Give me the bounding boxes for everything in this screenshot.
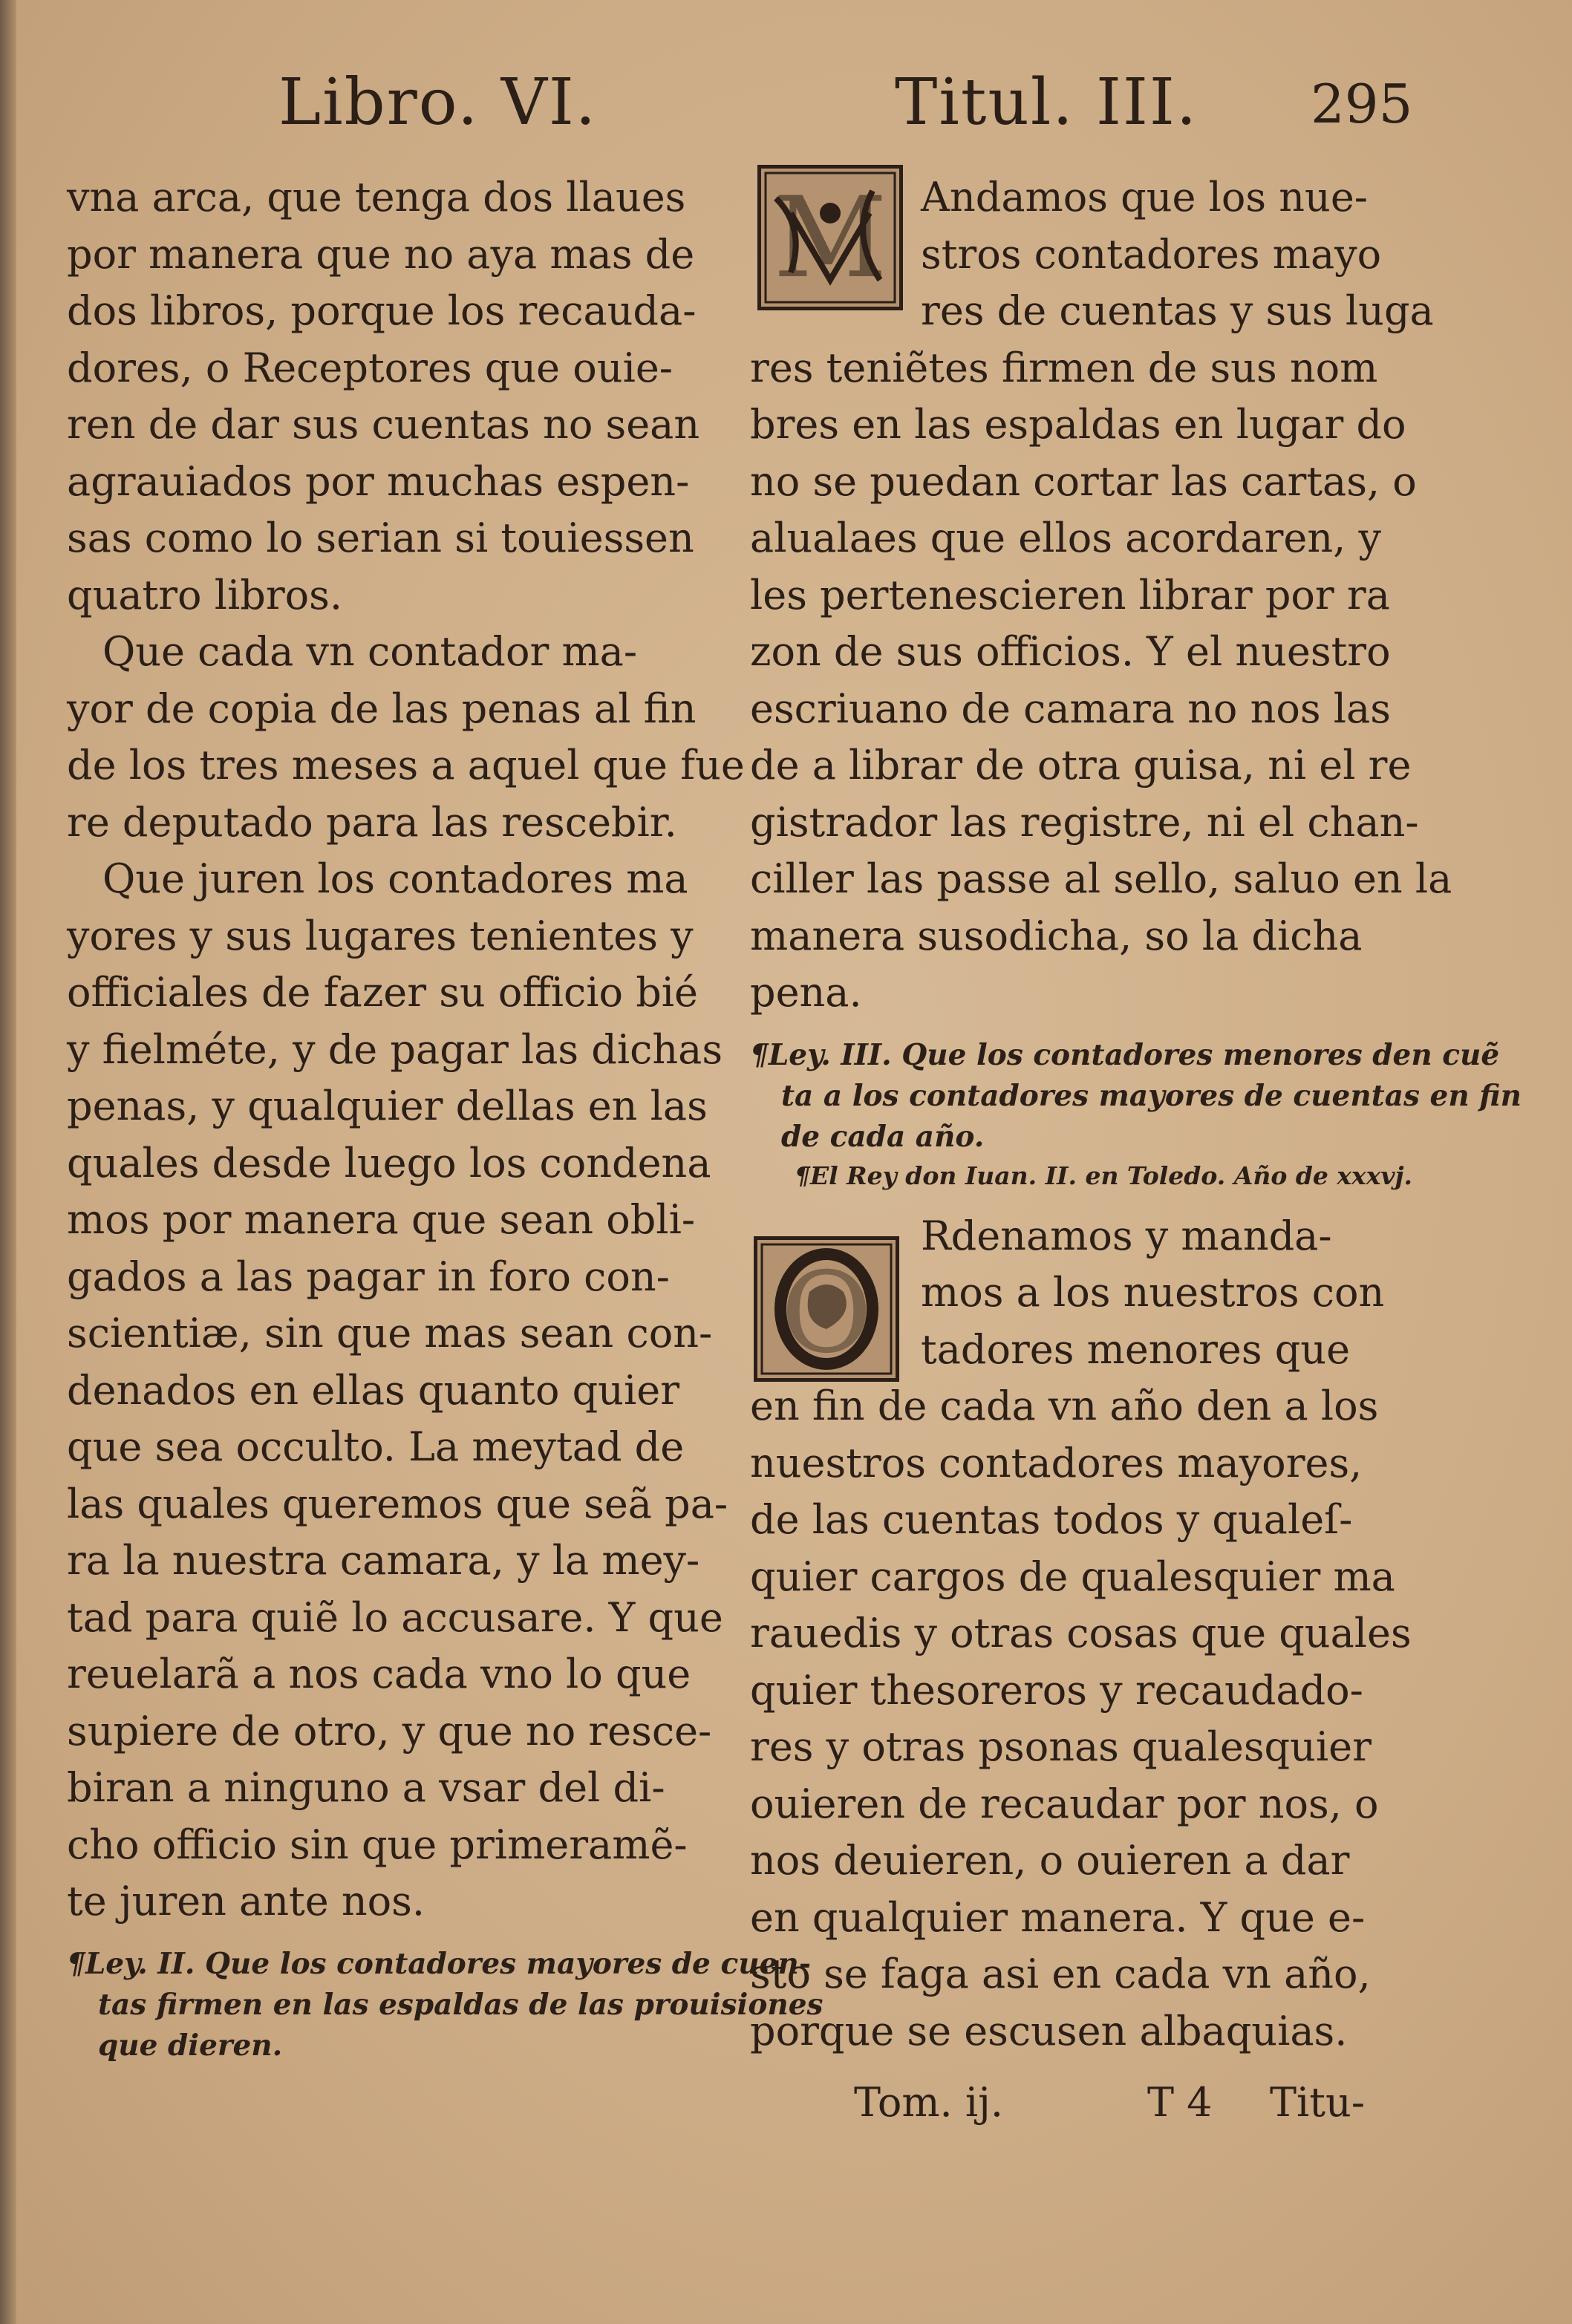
text-line: agrauiados por muchas espen- (67, 457, 690, 505)
text-line: nuestros contadores mayores, (750, 1439, 1363, 1486)
text-line: yor de copia de las penas al fin (67, 685, 697, 732)
text-line: quier thesoreros y recaudado- (750, 1666, 1363, 1714)
header-book: Libro. VI. (278, 65, 598, 140)
text-line: pena. (750, 969, 862, 1016)
text-line: ciller las passe al sello, saluo en la (750, 855, 1452, 902)
folio-number: 295 (1311, 73, 1413, 135)
text-line: ra la nuestra camara, y la mey- (67, 1537, 700, 1584)
text-line: Rdenamos y manda- (921, 1212, 1332, 1259)
spacer (750, 1195, 1389, 1208)
catchword: Titu- (1270, 2079, 1366, 2126)
text-line: en fin de cada vn año den a los (750, 1383, 1379, 1429)
text-line: manera susodicha, so la dicha (750, 912, 1363, 959)
decorated-initial-o (754, 1236, 899, 1382)
rubric-line: de cada año. (781, 1119, 985, 1154)
text-line: sas como lo serian si touiessen (67, 515, 694, 561)
text-line: alualaes que ellos acordaren, y (750, 515, 1381, 561)
text-line: tad para quiẽ lo accusare. Y que (67, 1593, 723, 1641)
text-line: penas, y qualquier dellas en las (67, 1083, 708, 1129)
text-line: mos a los nuestros con (921, 1269, 1385, 1316)
signature-mark: T 4 (1147, 2079, 1213, 2126)
rubric-line: ¶Ley. II. Que los contadores mayores de cuen- (67, 1946, 811, 1981)
text-line: y fielméte, y de pagar las dichas (67, 1025, 723, 1073)
spacer (750, 1022, 1389, 1035)
text-line: denados en ellas quanto quier (67, 1366, 680, 1414)
header-title: Titul. III. (895, 65, 1198, 140)
text-line: sto se faga asi en cada vn año, (750, 1951, 1371, 1997)
text-line: bres en las espaldas en lugar do (750, 401, 1406, 448)
text-line: que sea occulto. La meytad de (67, 1423, 685, 1470)
catchline (0, 2079, 1572, 2138)
text-line: Que juren los contadores ma (102, 855, 688, 902)
text-line: de a librar de otra guisa, ni el re (750, 742, 1412, 789)
text-line: res y otras psonas qualesquier (750, 1723, 1372, 1770)
rubric-line: que dieren. (98, 2028, 283, 2063)
text-line: gados a las pagar in foro con- (67, 1253, 670, 1300)
text-line: reuelarã a nos cada vno lo que (67, 1651, 691, 1697)
text-line: cho officio sin que primeramẽ- (67, 1821, 688, 1868)
text-line: ouieren de recaudar por nos, o (750, 1780, 1379, 1827)
text-line: yores y sus lugares tenientes y (67, 912, 694, 959)
page-edge-shadow (0, 0, 16, 2324)
initial-o-ornament (757, 1240, 896, 1378)
text-line: te juren ante nos. (67, 1878, 425, 1925)
text-line: supiere de otro, y que no resce- (67, 1707, 712, 1755)
text-line: mos por manera que sean obli- (67, 1196, 696, 1243)
text-line: Andamos que los nue- (921, 174, 1369, 221)
left-column (67, 169, 823, 2066)
text-line: no se puedan cortar las cartas, o (750, 457, 1417, 505)
text-line: ren de dar sus cuentas no sean (67, 401, 700, 448)
rubric-line: tas firmen en las espaldas de las prouisiones (98, 1987, 823, 2022)
initial-o-letter: O (780, 1249, 873, 1378)
text-line: porque se escusen albaquias. (750, 2007, 1348, 2054)
text-line: re deputado para las rescebir. (67, 798, 677, 846)
right-column (750, 169, 1522, 2060)
text-line: Que cada vn contador ma- (102, 628, 638, 675)
volume-mark: Tom. ij. (854, 2079, 1004, 2126)
text-line: zon de sus officios. Y el nuestro (750, 628, 1391, 675)
law-rubric (67, 1944, 823, 2066)
text-line: las quales queremos que seã pa- (67, 1480, 728, 1527)
spacer (67, 1930, 698, 1944)
text-line: officiales de fazer su officio bié (67, 969, 698, 1016)
text-line: vna arca, que tenga dos llaues (67, 174, 686, 221)
text-line: les pertenescieren librar por ra (750, 571, 1390, 618)
text-line: rauedis y otras cosas que quales (750, 1610, 1412, 1656)
text-line: nos deuieren, o ouieren a dar (750, 1837, 1350, 1884)
text-line: quales desde luego los condena (67, 1139, 711, 1187)
text-line: tadores menores que (921, 1325, 1351, 1373)
text-line: biran a ninguno a vsar del di- (67, 1764, 665, 1811)
text-line: de los tres meses a aquel que fue (67, 742, 745, 789)
royal-attribution: ¶El Rey don Iuan. II. en Toledo. Año de xxxvj. (795, 1161, 1413, 1190)
text-line: scientiæ, sin que mas sean con- (67, 1310, 713, 1357)
text-line: en qualquier manera. Y que e- (750, 1893, 1366, 1941)
text-line: gistrador las registre, ni el chan- (750, 798, 1419, 846)
initial-m-letter: M (773, 174, 887, 303)
text-line: escriuano de camara no nos las (750, 685, 1391, 732)
text-line: stros contadores mayo (921, 230, 1382, 278)
text-line: quatro libros. (67, 571, 343, 618)
rubric-line: ta a los contadores mayores de cuentas en fin (781, 1078, 1522, 1113)
text-line: dores, o Receptores que ouie- (67, 344, 674, 391)
running-header (0, 65, 1572, 147)
rubric-line: ¶Ley. III. Que los contadores menores den cuẽ (750, 1037, 1500, 1072)
text-line: por manera que no aya mas de (67, 230, 695, 278)
text-line: quier cargos de qualesquier ma (750, 1553, 1395, 1600)
text-line: de las cuentas todos y qualeſ- (750, 1496, 1353, 1543)
text-line: dos libros, porque los recauda- (67, 287, 697, 334)
text-line: res teniẽtes firmen de sus nom (750, 344, 1378, 391)
law-rubric (750, 1035, 1522, 1158)
text-line: res de cuentas y sus luga (921, 287, 1434, 334)
